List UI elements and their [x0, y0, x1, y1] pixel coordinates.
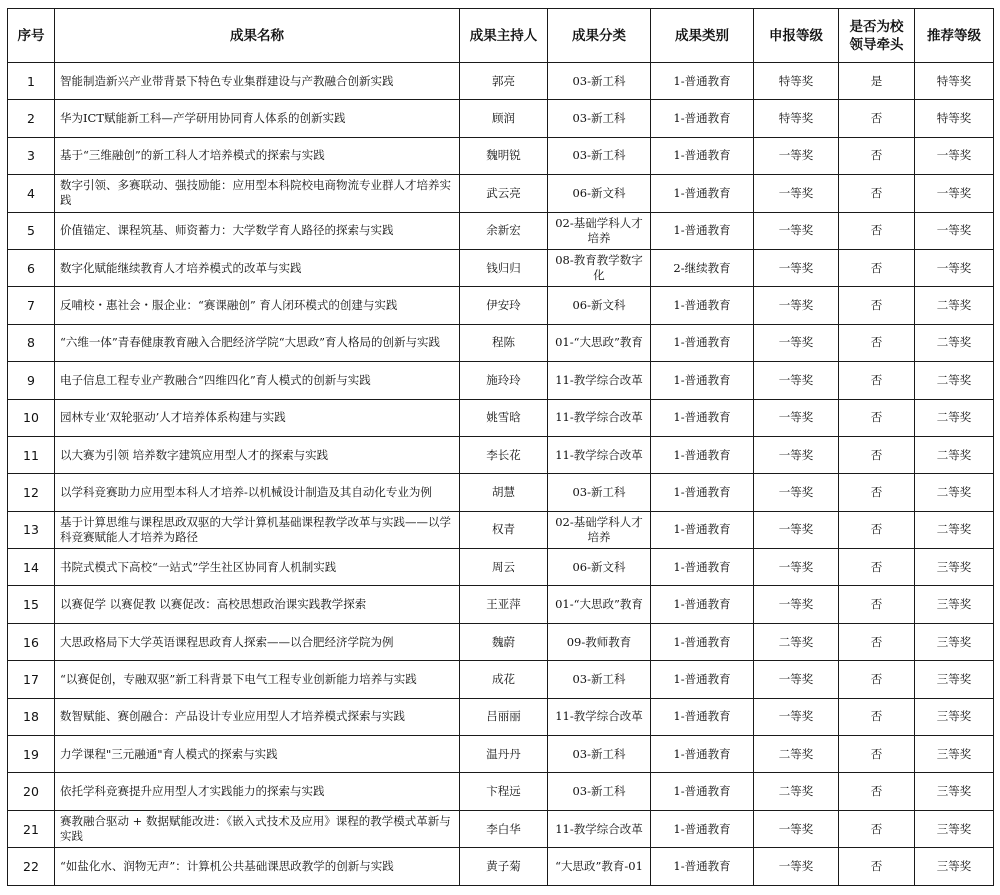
cell-host: 成花: [460, 661, 548, 698]
cell-host: 郭亮: [460, 63, 548, 100]
cell-leader-led: 否: [839, 287, 915, 324]
header-row: [8, 9, 994, 63]
cell-recommend-level: 三等奖: [915, 623, 994, 660]
table-row: [8, 324, 994, 361]
cell-apply-level: 二等奖: [754, 736, 839, 773]
table-row: [8, 399, 994, 436]
cell-recommend-level: 三等奖: [915, 661, 994, 698]
cell-host: 李长花: [460, 436, 548, 473]
cell-category: 03-新工科: [548, 661, 651, 698]
cell-achievement-name: 电子信息工程专业产教融合“四维四化”育人模式的创新与实践: [55, 362, 460, 399]
cell-achievement-name: 基于计算思维与课程思政双驱的大学计算机基础课程教学改革与实践——以学科竞赛赋能人才培养为路径: [55, 511, 460, 548]
table-row: [8, 810, 994, 847]
cell-category: 11-教学综合改革: [548, 362, 651, 399]
cell-host: 余新宏: [460, 212, 548, 249]
cell-achievement-name: “以赛促创，专融双驱”新工科背景下电气工程专业创新能力培养与实践: [55, 661, 460, 698]
cell-type: 1-普通教育: [651, 324, 754, 361]
header-index: 序号: [8, 9, 55, 63]
cell-leader-led: 否: [839, 474, 915, 511]
cell-achievement-name: 数智赋能、赛创融合：产品设计专业应用型人才培养模式探索与实践: [55, 698, 460, 735]
cell-category: 11-教学综合改革: [548, 810, 651, 847]
cell-recommend-level: 一等奖: [915, 175, 994, 212]
cell-recommend-level: 二等奖: [915, 436, 994, 473]
cell-apply-level: 一等奖: [754, 549, 839, 586]
cell-index: 17: [8, 661, 55, 698]
table-row: [8, 586, 994, 623]
cell-achievement-name: 力学课程"三元融通"育人模式的探索与实践: [55, 736, 460, 773]
cell-recommend-level: 二等奖: [915, 324, 994, 361]
table-row: [8, 436, 994, 473]
cell-leader-led: 否: [839, 137, 915, 174]
cell-host: 顾润: [460, 100, 548, 137]
cell-apply-level: 特等奖: [754, 63, 839, 100]
cell-recommend-level: 特等奖: [915, 100, 994, 137]
cell-leader-led: 否: [839, 100, 915, 137]
cell-recommend-level: 三等奖: [915, 773, 994, 810]
header-apply-level: 申报等级: [754, 9, 839, 63]
cell-apply-level: 二等奖: [754, 773, 839, 810]
cell-type: 1-普通教育: [651, 586, 754, 623]
cell-index: 11: [8, 436, 55, 473]
table-row: [8, 549, 994, 586]
cell-achievement-name: “六维一体”青春健康教育融入合肥经济学院“大思政”育人格局的创新与实践: [55, 324, 460, 361]
cell-achievement-name: 园林专业‘双轮驱动’人才培养体系构建与实践: [55, 399, 460, 436]
cell-type: 1-普通教育: [651, 736, 754, 773]
cell-host: 权青: [460, 511, 548, 548]
table-row: [8, 287, 994, 324]
cell-achievement-name: 赛教融合驱动 + 数据赋能改进：《嵌入式技术及应用》课程的教学模式革新与实践: [55, 810, 460, 847]
cell-index: 15: [8, 586, 55, 623]
cell-recommend-level: 三等奖: [915, 698, 994, 735]
cell-apply-level: 一等奖: [754, 586, 839, 623]
cell-leader-led: 否: [839, 249, 915, 286]
cell-achievement-name: 数字化赋能继续教育人才培养模式的改革与实践: [55, 249, 460, 286]
header-recommend-level: 推荐等级: [915, 9, 994, 63]
cell-index: 12: [8, 474, 55, 511]
table-row: [8, 137, 994, 174]
cell-apply-level: 一等奖: [754, 212, 839, 249]
table-row: [8, 511, 994, 548]
cell-type: 1-普通教育: [651, 100, 754, 137]
cell-category: 09-教师教育: [548, 623, 651, 660]
cell-apply-level: 一等奖: [754, 848, 839, 885]
cell-type: 1-普通教育: [651, 63, 754, 100]
award-table: [7, 8, 994, 886]
cell-recommend-level: 三等奖: [915, 736, 994, 773]
cell-leader-led: 否: [839, 586, 915, 623]
cell-category: 11-教学综合改革: [548, 698, 651, 735]
cell-apply-level: 一等奖: [754, 175, 839, 212]
cell-index: 9: [8, 362, 55, 399]
cell-type: 1-普通教育: [651, 623, 754, 660]
cell-index: 16: [8, 623, 55, 660]
cell-leader-led: 否: [839, 661, 915, 698]
cell-apply-level: 一等奖: [754, 399, 839, 436]
cell-recommend-level: 一等奖: [915, 212, 994, 249]
cell-category: 03-新工科: [548, 736, 651, 773]
cell-index: 20: [8, 773, 55, 810]
cell-index: 4: [8, 175, 55, 212]
cell-type: 1-普通教育: [651, 474, 754, 511]
cell-category: “大思政”教育-01: [548, 848, 651, 885]
table-row: [8, 623, 994, 660]
cell-host: 武云亮: [460, 175, 548, 212]
cell-achievement-name: 华为ICT赋能新工科—产学研用协同育人体系的创新实践: [55, 100, 460, 137]
cell-leader-led: 否: [839, 175, 915, 212]
table-row: [8, 773, 994, 810]
cell-index: 8: [8, 324, 55, 361]
cell-leader-led: 否: [839, 511, 915, 548]
cell-category: 02-基础学科人才培养: [548, 511, 651, 548]
cell-recommend-level: 二等奖: [915, 511, 994, 548]
cell-achievement-name: 以赛促学 以赛促教 以赛促改：高校思想政治课实践教学探索: [55, 586, 460, 623]
table-row: [8, 474, 994, 511]
cell-recommend-level: 二等奖: [915, 399, 994, 436]
table-row: [8, 100, 994, 137]
cell-host: 王亚萍: [460, 586, 548, 623]
cell-leader-led: 否: [839, 436, 915, 473]
cell-recommend-level: 一等奖: [915, 249, 994, 286]
cell-apply-level: 一等奖: [754, 249, 839, 286]
cell-leader-led: 否: [839, 848, 915, 885]
cell-leader-led: 否: [839, 623, 915, 660]
cell-leader-led: 否: [839, 212, 915, 249]
cell-type: 1-普通教育: [651, 810, 754, 847]
cell-category: 01-“大思政”教育: [548, 586, 651, 623]
table-row: [8, 848, 994, 885]
cell-host: 胡慧: [460, 474, 548, 511]
cell-host: 魏蔚: [460, 623, 548, 660]
cell-index: 14: [8, 549, 55, 586]
cell-category: 08-教育教学数字化: [548, 249, 651, 286]
cell-achievement-name: 以学科竞赛助力应用型本科人才培养-以机械设计制造及其自动化专业为例: [55, 474, 460, 511]
cell-category: 03-新工科: [548, 100, 651, 137]
cell-category: 03-新工科: [548, 63, 651, 100]
cell-type: 1-普通教育: [651, 549, 754, 586]
cell-apply-level: 一等奖: [754, 474, 839, 511]
cell-category: 11-教学综合改革: [548, 436, 651, 473]
cell-category: 06-新文科: [548, 175, 651, 212]
cell-achievement-name: 大思政格局下大学英语课程思政育人探索——以合肥经济学院为例: [55, 623, 460, 660]
cell-type: 2-继续教育: [651, 249, 754, 286]
cell-apply-level: 一等奖: [754, 287, 839, 324]
cell-index: 2: [8, 100, 55, 137]
table-row: [8, 661, 994, 698]
cell-category: 03-新工科: [548, 137, 651, 174]
cell-index: 18: [8, 698, 55, 735]
cell-category: 06-新文科: [548, 549, 651, 586]
cell-achievement-name: 价值锚定、课程筑基、师资蓄力：大学数学育人路径的探索与实践: [55, 212, 460, 249]
cell-host: 黄子菊: [460, 848, 548, 885]
cell-category: 06-新文科: [548, 287, 651, 324]
cell-recommend-level: 一等奖: [915, 137, 994, 174]
cell-apply-level: 一等奖: [754, 137, 839, 174]
header-type: 成果类别: [651, 9, 754, 63]
cell-index: 21: [8, 810, 55, 847]
cell-recommend-level: 二等奖: [915, 474, 994, 511]
cell-host: 李白华: [460, 810, 548, 847]
cell-achievement-name: “如盐化水、润物无声”：计算机公共基础课思政教学的创新与实践: [55, 848, 460, 885]
cell-type: 1-普通教育: [651, 137, 754, 174]
cell-recommend-level: 三等奖: [915, 848, 994, 885]
cell-type: 1-普通教育: [651, 287, 754, 324]
table-row: [8, 175, 994, 212]
table-row: [8, 698, 994, 735]
cell-leader-led: 否: [839, 698, 915, 735]
cell-index: 7: [8, 287, 55, 324]
cell-apply-level: 一等奖: [754, 810, 839, 847]
cell-achievement-name: 反哺校・惠社会・服企业：“赛课融创” 育人闭环模式的创建与实践: [55, 287, 460, 324]
cell-leader-led: 否: [839, 362, 915, 399]
cell-host: 吕丽丽: [460, 698, 548, 735]
cell-type: 1-普通教育: [651, 661, 754, 698]
cell-host: 姚雪晗: [460, 399, 548, 436]
cell-recommend-level: 三等奖: [915, 810, 994, 847]
cell-host: 钱归归: [460, 249, 548, 286]
cell-recommend-level: 二等奖: [915, 362, 994, 399]
cell-type: 1-普通教育: [651, 511, 754, 548]
table-row: [8, 249, 994, 286]
cell-host: 魏明锐: [460, 137, 548, 174]
cell-index: 6: [8, 249, 55, 286]
header-category: 成果分类: [548, 9, 651, 63]
cell-index: 19: [8, 736, 55, 773]
cell-achievement-name: 数字引领、多赛联动、强技励能：应用型本科院校电商物流专业群人才培养实践: [55, 175, 460, 212]
cell-type: 1-普通教育: [651, 212, 754, 249]
cell-leader-led: 否: [839, 324, 915, 361]
cell-category: 03-新工科: [548, 773, 651, 810]
cell-achievement-name: 以大赛为引领 培养数字建筑应用型人才的探索与实践: [55, 436, 460, 473]
cell-recommend-level: 特等奖: [915, 63, 994, 100]
cell-type: 1-普通教育: [651, 399, 754, 436]
cell-leader-led: 否: [839, 773, 915, 810]
cell-category: 01-“大思政”教育: [548, 324, 651, 361]
cell-type: 1-普通教育: [651, 436, 754, 473]
cell-index: 22: [8, 848, 55, 885]
cell-host: 卞程远: [460, 773, 548, 810]
cell-host: 温丹丹: [460, 736, 548, 773]
cell-category: 03-新工科: [548, 474, 651, 511]
cell-leader-led: 是: [839, 63, 915, 100]
table-row: [8, 63, 994, 100]
cell-index: 13: [8, 511, 55, 548]
cell-apply-level: 二等奖: [754, 623, 839, 660]
table-row: [8, 362, 994, 399]
cell-apply-level: 一等奖: [754, 698, 839, 735]
cell-achievement-name: 依托学科竞赛提升应用型人才实践能力的探索与实践: [55, 773, 460, 810]
cell-type: 1-普通教育: [651, 362, 754, 399]
cell-apply-level: 特等奖: [754, 100, 839, 137]
header-achievement-name: 成果名称: [55, 9, 460, 63]
cell-leader-led: 否: [839, 810, 915, 847]
cell-leader-led: 否: [839, 399, 915, 436]
cell-apply-level: 一等奖: [754, 511, 839, 548]
table-row: [8, 736, 994, 773]
cell-apply-level: 一等奖: [754, 661, 839, 698]
cell-recommend-level: 三等奖: [915, 586, 994, 623]
cell-achievement-name: 基于“三维融创”的新工科人才培养模式的探索与实践: [55, 137, 460, 174]
cell-category: 02-基础学科人才培养: [548, 212, 651, 249]
cell-achievement-name: 书院式模式下高校“一站式”学生社区协同育人机制实践: [55, 549, 460, 586]
table-body: [8, 63, 994, 886]
cell-index: 3: [8, 137, 55, 174]
cell-apply-level: 一等奖: [754, 436, 839, 473]
cell-index: 10: [8, 399, 55, 436]
cell-leader-led: 否: [839, 549, 915, 586]
cell-host: 周云: [460, 549, 548, 586]
cell-leader-led: 否: [839, 736, 915, 773]
cell-host: 施玲玲: [460, 362, 548, 399]
cell-host: 伊安玲: [460, 287, 548, 324]
cell-category: 11-教学综合改革: [548, 399, 651, 436]
cell-index: 5: [8, 212, 55, 249]
cell-recommend-level: 三等奖: [915, 549, 994, 586]
header-leader-led: 是否为校领导牵头: [839, 9, 915, 63]
cell-recommend-level: 二等奖: [915, 287, 994, 324]
table-row: [8, 212, 994, 249]
cell-host: 程陈: [460, 324, 548, 361]
cell-achievement-name: 智能制造新兴产业带背景下特色专业集群建设与产教融合创新实践: [55, 63, 460, 100]
cell-type: 1-普通教育: [651, 773, 754, 810]
cell-type: 1-普通教育: [651, 698, 754, 735]
cell-apply-level: 一等奖: [754, 362, 839, 399]
header-host: 成果主持人: [460, 9, 548, 63]
cell-index: 1: [8, 63, 55, 100]
cell-type: 1-普通教育: [651, 848, 754, 885]
cell-type: 1-普通教育: [651, 175, 754, 212]
cell-apply-level: 一等奖: [754, 324, 839, 361]
